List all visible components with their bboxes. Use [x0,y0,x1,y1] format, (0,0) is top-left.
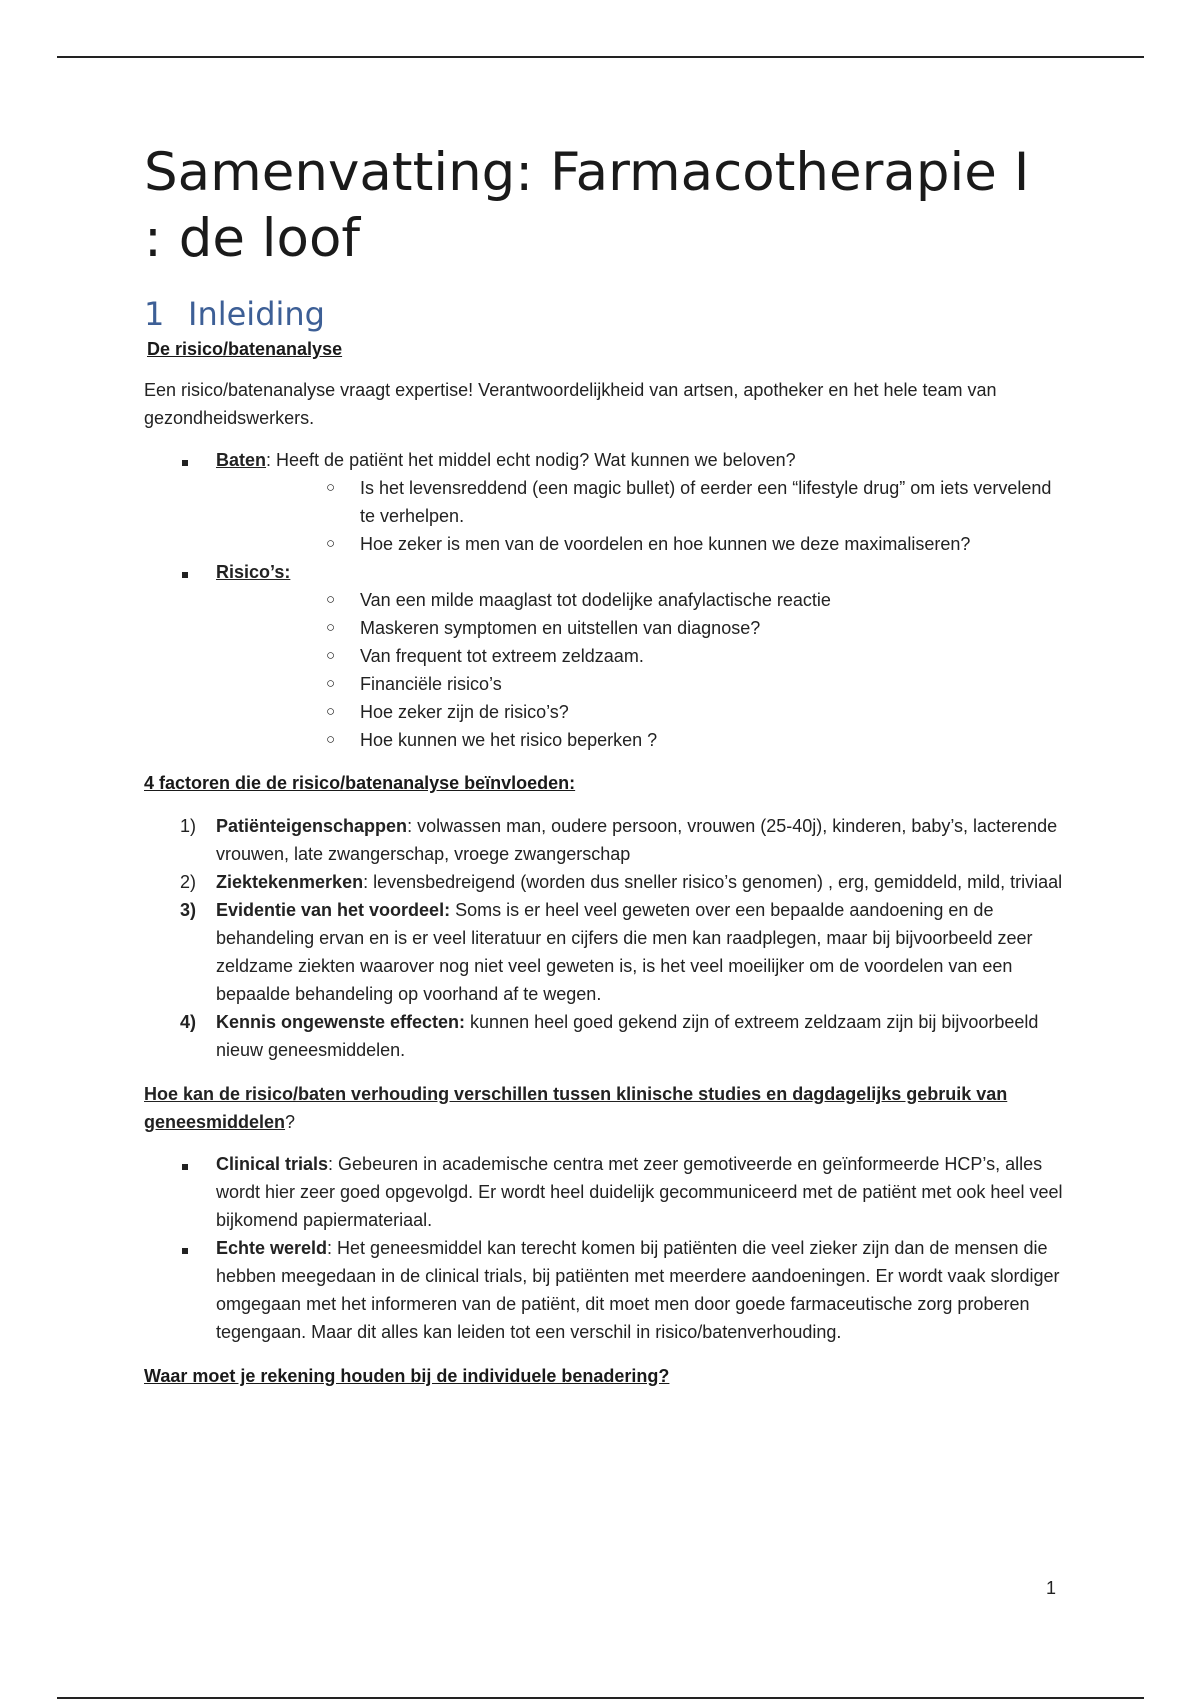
list-item [216,586,1064,614]
list-item-text: Hoe kunnen we het risico beperken ? [360,730,658,750]
bullet-circle-icon: ○ [326,619,336,636]
subheading-text: Hoe kan de risico/baten verhouding verschillen tussen klinische studies en dagdagelijks gebruik van geneesmiddelen [144,1084,1008,1132]
list-number: 3) [180,900,197,920]
document-body [144,140,1064,1390]
factor-label: Kennis ongewenste effecten: [216,1012,466,1032]
list-item [144,812,1064,868]
list-item-text: Maskeren symptomen en uitstellen van diagnose? [360,618,761,638]
bullet-circle-icon: ○ [326,479,336,496]
bullet-square-icon [182,1150,188,1178]
list-item [216,726,1064,754]
section-title: Inleiding [188,295,325,333]
list-item-risicos [144,558,1064,754]
bullet-circle-icon: ○ [326,675,336,692]
list-item [144,1150,1064,1234]
factor-text: Soms is er heel veel geweten over een bepaalde aandoening en de behandeling ervan en is er veel literatuur en cijfers die men kan raadplegen, maar bij bijvoorbeeld zeer zeldzame ziekten waarover nog niet veel geweten is, is het veel moeilijker om de voordelen van een bepaalde behandeling op voorhand af te wegen. [216,900,1033,1004]
bullet-circle-icon: ○ [326,703,336,720]
comparison-list [144,1150,1064,1346]
risicos-sublist [216,586,1064,754]
factor-label: Ziektekenmerken [216,872,364,892]
list-item [216,614,1064,642]
list-item [216,642,1064,670]
risk-benefit-list [144,446,1064,754]
section-number: 1 [144,295,165,333]
list-item [216,670,1064,698]
list-item [144,868,1064,896]
intro-paragraph: Een risico/batenanalyse vraagt expertise! Verantwoordelijkheid van artsen, apotheker en het hele team van gezondheidswerkers. [144,380,997,428]
comparison-text: : Gebeuren in academische centra met zeer gemotiveerde en geïnformeerde HCP’s, alles wordt hier zeer goed opgevolgd. Er wordt heel duidelijk gecommuniceerd met de patiënt met ook heel veel bijkomend papiermateriaal. [216,1154,1063,1230]
list-item-baten [144,446,1064,558]
list-item-text: Financiële risico’s [360,674,502,694]
subheading-trials-vs-practice [144,1080,1064,1136]
document-title: Samenvatting: Farmacotherapie I : de loof [144,142,1030,269]
list-item-text: Hoe zeker is men van de voordelen en hoe kunnen we deze maximaliseren? [360,534,971,554]
comparison-label: Echte wereld [216,1238,328,1258]
page-number: 1 [1046,1578,1057,1598]
bullet-circle-icon: ○ [326,591,336,608]
factor-label: Patiënteigenschappen [216,816,408,836]
factor-text: : volwassen man, oudere persoon, vrouwen (25-40j), kinderen, baby’s, lacterende vrouwen, late zwangerschap, vroege zwangerschap [216,816,1058,864]
baten-label: Baten [216,450,267,470]
comparison-text: : Het geneesmiddel kan terecht komen bij patiënten die veel zieker zijn dan de mensen die hebben meegedaan in de clinical trials, bij patiënten met meerdere aandoeningen. Er wordt vaak slordiger omgegaan met het informeren van de patiënt, dit moet men door goede farmaceutische zorg proberen tegengaan. Maar dit alles kan leiden tot een verschil in risico/batenverhouding. [216,1238,1060,1342]
bullet-square-icon [182,1234,188,1262]
list-item-text: Hoe zeker zijn de risico’s? [360,702,569,722]
factor-label: Evidentie van het voordeel: [216,900,451,920]
baten-text: : Heeft de patiënt het middel echt nodig? Wat kunnen we beloven? [266,450,796,470]
list-number: 2) [180,872,197,892]
footer-rule [57,1697,1144,1699]
bullet-square-icon [182,558,188,586]
subheading-factors: 4 factoren die de risico/batenanalyse beïnvloeden: [144,773,576,793]
list-item-text: Van een milde maaglast tot dodelijke anafylactische reactie [360,590,831,610]
header-rule [57,56,1144,58]
baten-sublist [216,474,1064,558]
list-item-text: Is het levensreddend (een magic bullet) of eerder een “lifestyle drug” om iets vervelend te verhelpen. [360,478,1052,526]
subheading-suffix: ? [285,1112,296,1132]
bullet-circle-icon: ○ [326,731,336,748]
section-heading [144,294,1064,334]
subheading-individual-approach: Waar moet je rekening houden bij de individuele benadering? [144,1366,670,1386]
list-item [216,474,1064,530]
list-item [216,698,1064,726]
risicos-label: Risico’s: [216,562,291,582]
list-number: 1) [180,816,197,836]
list-item [144,1234,1064,1346]
comparison-label: Clinical trials [216,1154,329,1174]
list-item-text: Van frequent tot extreem zeldzaam. [360,646,644,666]
subheading-risk-benefit: De risico/batenanalyse [147,339,343,359]
list-item [144,1008,1064,1064]
list-item [144,896,1064,1008]
factors-list [144,812,1064,1064]
factor-text: kunnen heel goed gekend zijn of extreem zeldzaam zijn bij bijvoorbeeld nieuw geneesmiddelen. [216,1012,1039,1060]
bullet-circle-icon: ○ [326,535,336,552]
bullet-circle-icon: ○ [326,647,336,664]
list-number: 4) [180,1012,197,1032]
factor-text: : levensbedreigend (worden dus sneller risico’s genomen) , erg, gemiddeld, mild, triviaal [363,872,1063,892]
bullet-square-icon [182,446,188,474]
list-item [216,530,1064,558]
